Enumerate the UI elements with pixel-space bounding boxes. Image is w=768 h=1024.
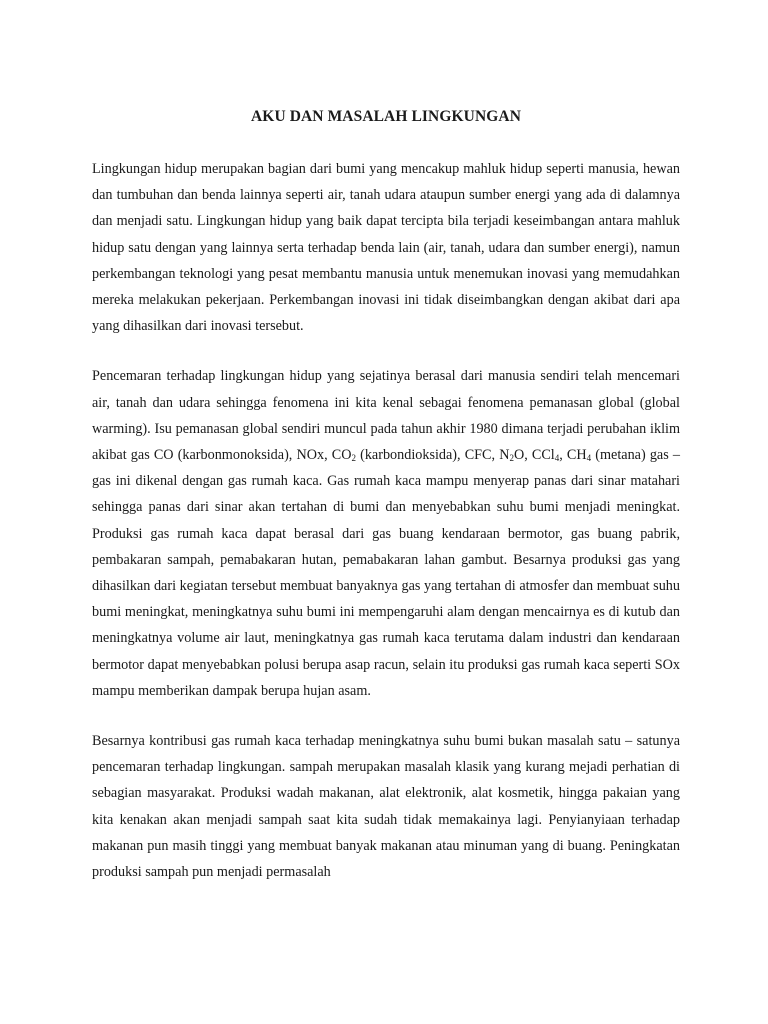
subscript: 2 xyxy=(509,453,514,464)
paragraph-3: Besarnya kontribusi gas rumah kaca terhadap meningkatnya suhu bumi bukan masalah satu – satunya pencemaran terhadap lingkungan. sampah merupakan masalah klasik yang kurang mejadi perhatian di sebagian masyarakat. Produksi wadah makanan, alat elektronik, alat kosmetik, hingga pakaian yang kita kenakan akan menjadi sampah saat kita sudah tidak memakainya lagi. Penyianyiaan terhadap makanan pun masih tinggi yang membuat banyak makanan atau minuman yang di buang. Peningkatan produksi sampah pun menjadi permasalah xyxy=(92,733,680,881)
subscript: 2 xyxy=(351,453,356,464)
paragraph-2-text-4: , CH xyxy=(559,447,587,464)
document-title: AKU DAN MASALAH LINGKUNGAN xyxy=(251,108,521,125)
paragraph-2 xyxy=(92,363,680,704)
paragraph-2-text-5: (metana) gas – gas ini dikenal dengan gas rumah kaca. Gas rumah kaca mampu menyerap panas dari sinar matahari sehingga panas dari sinar akan tertahan di bumi dan menyebabkan suhu bumi menjadi meningkat. Produksi gas rumah kaca dapat berasal dari gas buang kendaraan bermotor, gas buang pabrik, pembakaran sampah, pemabakaran hutan, pemabakaran lahan gambut. Besarnya produksi gas yang dihasilkan dari kegiatan tersebut membuat banyaknya gas yang tertahan di atmosfer dan membuat suhu bumi meningkat, meningkatnya suhu bumi ini mempengaruhi alam dengan mencairnya es di kutub dan meningkatnya volume air laut, meningkatnya gas rumah kaca terutama dalam industri dan kendaraan bermotor dapat menyebabkan polusi berupa asap racun, selain itu produksi gas rumah kaca seperti SOx mampu memberikan dampak berupa hujan asam. xyxy=(92,447,680,699)
document-page xyxy=(92,108,680,909)
subscript: 4 xyxy=(586,453,592,464)
paragraph-2-text-2: (karbondioksida), CFC, N xyxy=(355,447,510,464)
paragraph-2-text-3: O, CCl xyxy=(513,447,555,464)
subscript: 4 xyxy=(554,453,560,464)
paragraph-1: Lingkungan hidup merupakan bagian dari bumi yang mencakup mahluk hidup seperti manusia, hewan dan tumbuhan dan benda lainnya seperti air, tanah udara ataupun sumber energi yang ada di dalamnya dan menjadi satu. Lingkungan hidup yang baik dapat tercipta bila terjadi keseimbangan antara mahluk hidup satu dengan yang lainnya serta terhadap benda lain (air, tanah, udara dan sumber energi), namun perkembangan teknologi yang pesat membantu manusia untuk menemukan inovasi yang memudahkan mereka melakukan pekerjaan. Perkembangan inovasi ini tidak diseimbangkan dengan akibat dari apa yang dihasilkan dari inovasi tersebut. xyxy=(92,161,680,335)
paragraph-2-text-1: Pencemaran terhadap lingkungan hidup yang sejatinya berasal dari manusia sendiri telah mencemari air, tanah dan udara sehingga fenomena ini kita kenal sebagai fenomena pemanasan global (global warming). Isu pemanasan global sendiri muncul pada tahun akhir 1980 dimana terjadi perubahan iklim akibat gas CO (karbonmonoksida), NOx, CO xyxy=(92,368,680,464)
